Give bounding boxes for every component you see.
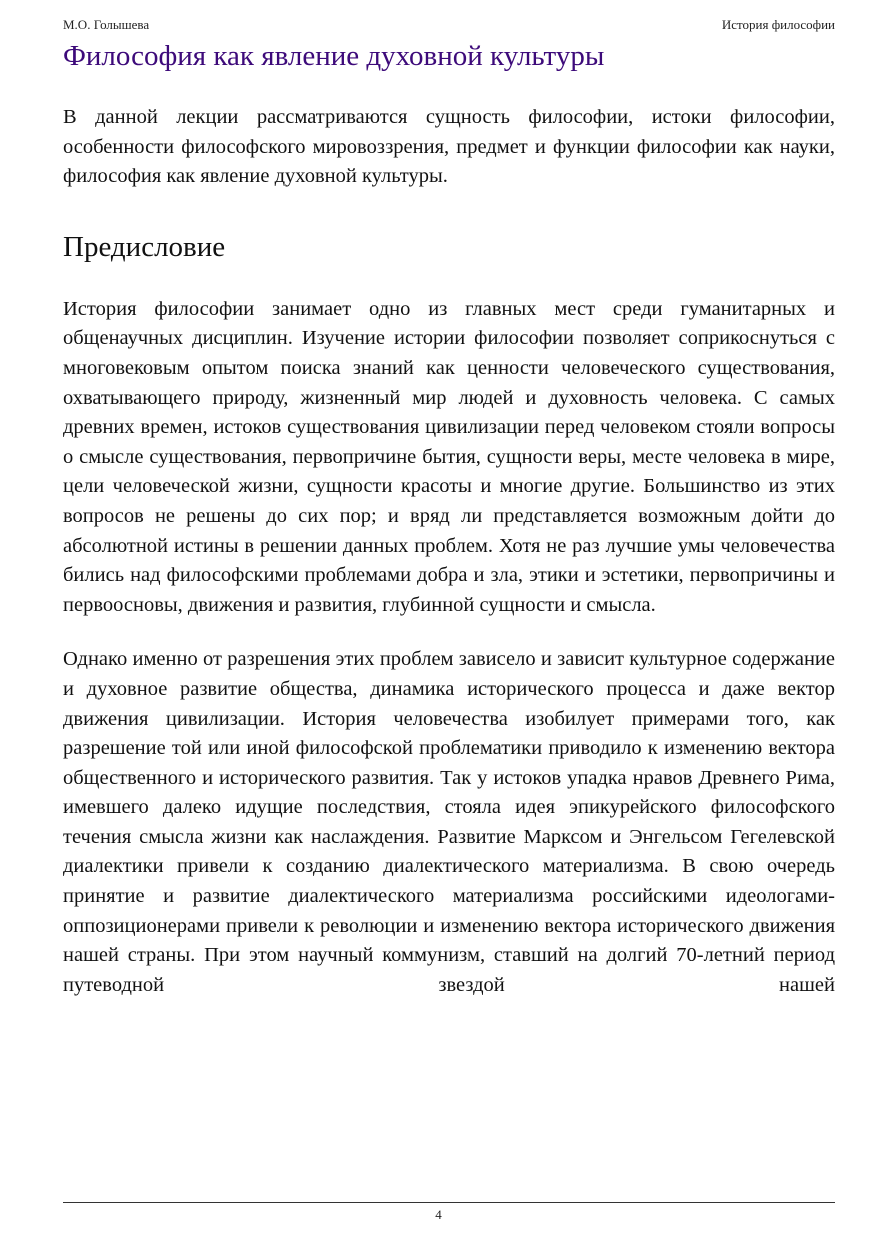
page-body [63,103,835,1197]
intro-paragraph: В данной лекции рассматриваются сущность философии, истоки философии, особенности философского мировоззрения, предмет и функции философии как науки, философия как явление духовной культуры. [63,106,835,188]
footer-divider [63,1202,835,1203]
page-number: 4 [435,1207,442,1222]
header-course-title: История философии [721,17,835,32]
page-header [63,17,835,35]
header-author: М.О. Голышева [63,17,150,32]
body-paragraph-2: Однако именно от разрешения этих проблем зависело и зависит культурное содержание и духовное развитие общества, динамика исторического процесса и даже вектор движения цивилизации. История человечества изобилует примерами того, как разрешение той или иной философской проблематики приводило к изменению вектора общественного и исторического развития. Так у истоков упадка нравов Древнего Рима, имевшего далеко идущие последствия, стояла идея эпикурейского философского течения смысла жизни как наслаждения. Развитие Марксом и Энгельсом Гегелевской диалектики привели к созданию диалектического материализма. В свою очередь принятие и развитие диалектического материализма российскими идеологами-оппозиционерами привели к революции и изменению вектора исторического движения нашей страны. При этом научный коммунизм, ставший на долгий 70-летний период путеводной звездой нашей [63,648,835,996]
section-heading: Предисловие [63,230,226,263]
lecture-title: Философия как явление духовной культуры [63,40,605,72]
body-paragraph-1: История философии занимает одно из главных мест среди гуманитарных и общенаучных дисциплин. Изучение истории философии позволяет соприкоснуться с многовековым опытом поиска знаний как ценности человеческого существования, охватывающего природу, жизненный мир людей и духовность человека. С самых древних времен, истоков существования цивилизации перед человеком стояли вопросы о смысле существования, первопричине бытия, сущности веры, месте человека в мире, цели человеческой жизни, сущности красоты и многие другие. Большинство из этих вопросов не решены до сих пор; и вряд ли представляется возможным дойти до абсолютной истины в решении данных проблем. Хотя не раз лучшие умы человечества бились над философскими проблемами добра и зла, этики и эстетики, первопричины и первоосновы, движения и развития, глубинной сущности и смысла. [63,297,835,616]
